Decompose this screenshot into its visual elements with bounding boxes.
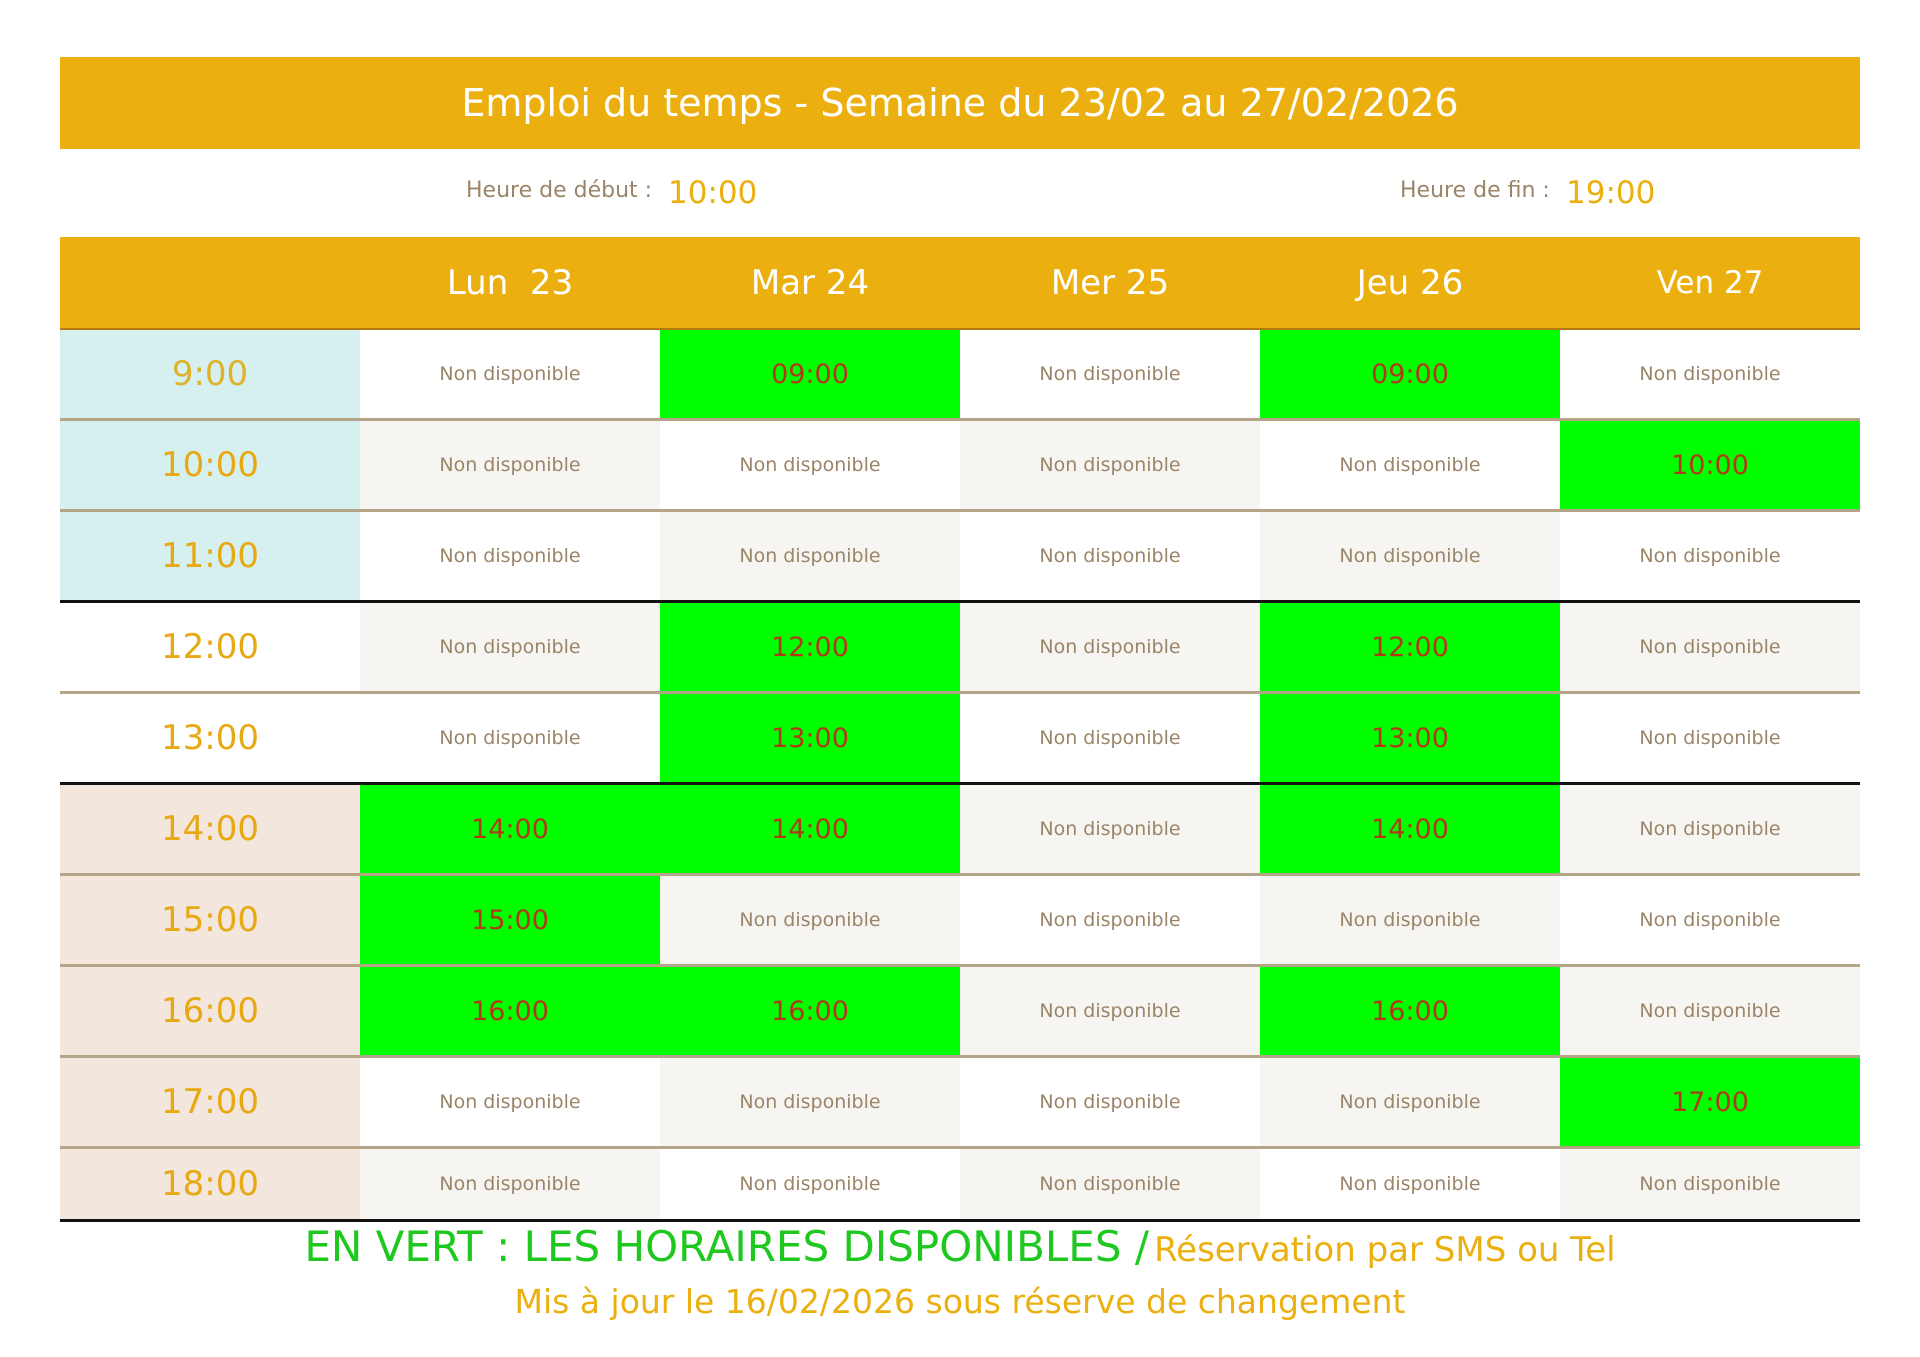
table-row [60,876,1860,967]
time-slot-label: 17:00 [60,1058,360,1146]
end-time-label: Heure de fin : [1400,178,1550,203]
schedule-body [60,330,1860,1222]
day-header-row [60,237,1860,330]
unavailable-slot: Non disponible [1560,967,1860,1055]
day-header: Ven 27 [1656,264,1764,301]
unavailable-slot: Non disponible [1560,694,1860,782]
unavailable-slot: Non disponible [360,421,660,509]
unavailable-slot: Non disponible [360,603,660,691]
time-slot-label: 12:00 [60,603,360,691]
unavailable-slot: Non disponible [960,876,1260,964]
schedule-table [60,237,1860,1222]
unavailable-slot: Non disponible [360,330,660,418]
unavailable-slot: Non disponible [1260,1058,1560,1146]
unavailable-slot: Non disponible [960,330,1260,418]
day-header: Mer 25 [1050,262,1170,303]
table-row [60,512,1860,603]
unavailable-slot: Non disponible [360,1149,660,1219]
unavailable-slot: Non disponible [960,967,1260,1055]
legend-reservation-text: Réservation par SMS ou Tel [1154,1230,1616,1270]
start-time-value: 10:00 [668,175,758,211]
available-slot: 09:00 [660,330,960,418]
available-slot: 16:00 [360,967,660,1055]
unavailable-slot: Non disponible [660,421,960,509]
time-slot-label: 18:00 [60,1149,360,1219]
time-slot-label: 14:00 [60,785,360,873]
unavailable-slot: Non disponible [1560,603,1860,691]
available-slot: 17:00 [1560,1058,1860,1146]
available-slot: 09:00 [1260,330,1560,418]
unavailable-slot: Non disponible [1260,421,1560,509]
unavailable-slot: Non disponible [1560,330,1860,418]
time-slot-label: 10:00 [60,421,360,509]
unavailable-slot: Non disponible [660,1058,960,1146]
table-row [60,603,1860,694]
unavailable-slot: Non disponible [1260,1149,1560,1219]
unavailable-slot: Non disponible [660,1149,960,1219]
legend-available-text: EN VERT : LES HORAIRES DISPONIBLES / [304,1222,1149,1271]
time-slot-label: 15:00 [60,876,360,964]
legend [0,1222,1920,1271]
day-header: Jeu 26 [1356,262,1464,303]
table-row [60,694,1860,785]
available-slot: 16:00 [660,967,960,1055]
unavailable-slot: Non disponible [1260,876,1560,964]
unavailable-slot: Non disponible [1560,785,1860,873]
available-slot: 12:00 [660,603,960,691]
unavailable-slot: Non disponible [360,512,660,600]
unavailable-slot: Non disponible [960,512,1260,600]
time-slot-label: 9:00 [60,330,360,418]
unavailable-slot: Non disponible [360,694,660,782]
unavailable-slot: Non disponible [960,1149,1260,1219]
day-header: Mar 24 [750,262,870,303]
header-corner [60,237,360,328]
available-slot: 16:00 [1260,967,1560,1055]
unavailable-slot: Non disponible [960,694,1260,782]
available-slot: 13:00 [1260,694,1560,782]
unavailable-slot: Non disponible [960,603,1260,691]
available-slot: 13:00 [660,694,960,782]
unavailable-slot: Non disponible [360,1058,660,1146]
end-time-value: 19:00 [1566,175,1656,211]
unavailable-slot: Non disponible [660,876,960,964]
available-slot: 12:00 [1260,603,1560,691]
page-title: Emploi du temps - Semaine du 23/02 au 27/02/2026 [60,57,1860,149]
available-slot: 14:00 [360,785,660,873]
unavailable-slot: Non disponible [960,785,1260,873]
table-row [60,1058,1860,1149]
unavailable-slot: Non disponible [1560,876,1860,964]
day-header: Lun 23 [446,262,574,303]
table-row [60,330,1860,421]
available-slot: 14:00 [660,785,960,873]
available-slot: 10:00 [1560,421,1860,509]
available-slot: 15:00 [360,876,660,964]
unavailable-slot: Non disponible [960,421,1260,509]
table-row [60,967,1860,1058]
table-row [60,421,1860,512]
unavailable-slot: Non disponible [660,512,960,600]
unavailable-slot: Non disponible [960,1058,1260,1146]
available-slot: 14:00 [1260,785,1560,873]
unavailable-slot: Non disponible [1260,512,1560,600]
unavailable-slot: Non disponible [1560,1149,1860,1219]
update-note: Mis à jour le 16/02/2026 sous réserve de changement [514,1282,1406,1321]
table-row [60,785,1860,876]
time-slot-label: 11:00 [60,512,360,600]
time-slot-label: 13:00 [60,694,360,782]
time-slot-label: 16:00 [60,967,360,1055]
table-row [60,1149,1860,1222]
start-time-label: Heure de début : [466,178,653,203]
unavailable-slot: Non disponible [1560,512,1860,600]
